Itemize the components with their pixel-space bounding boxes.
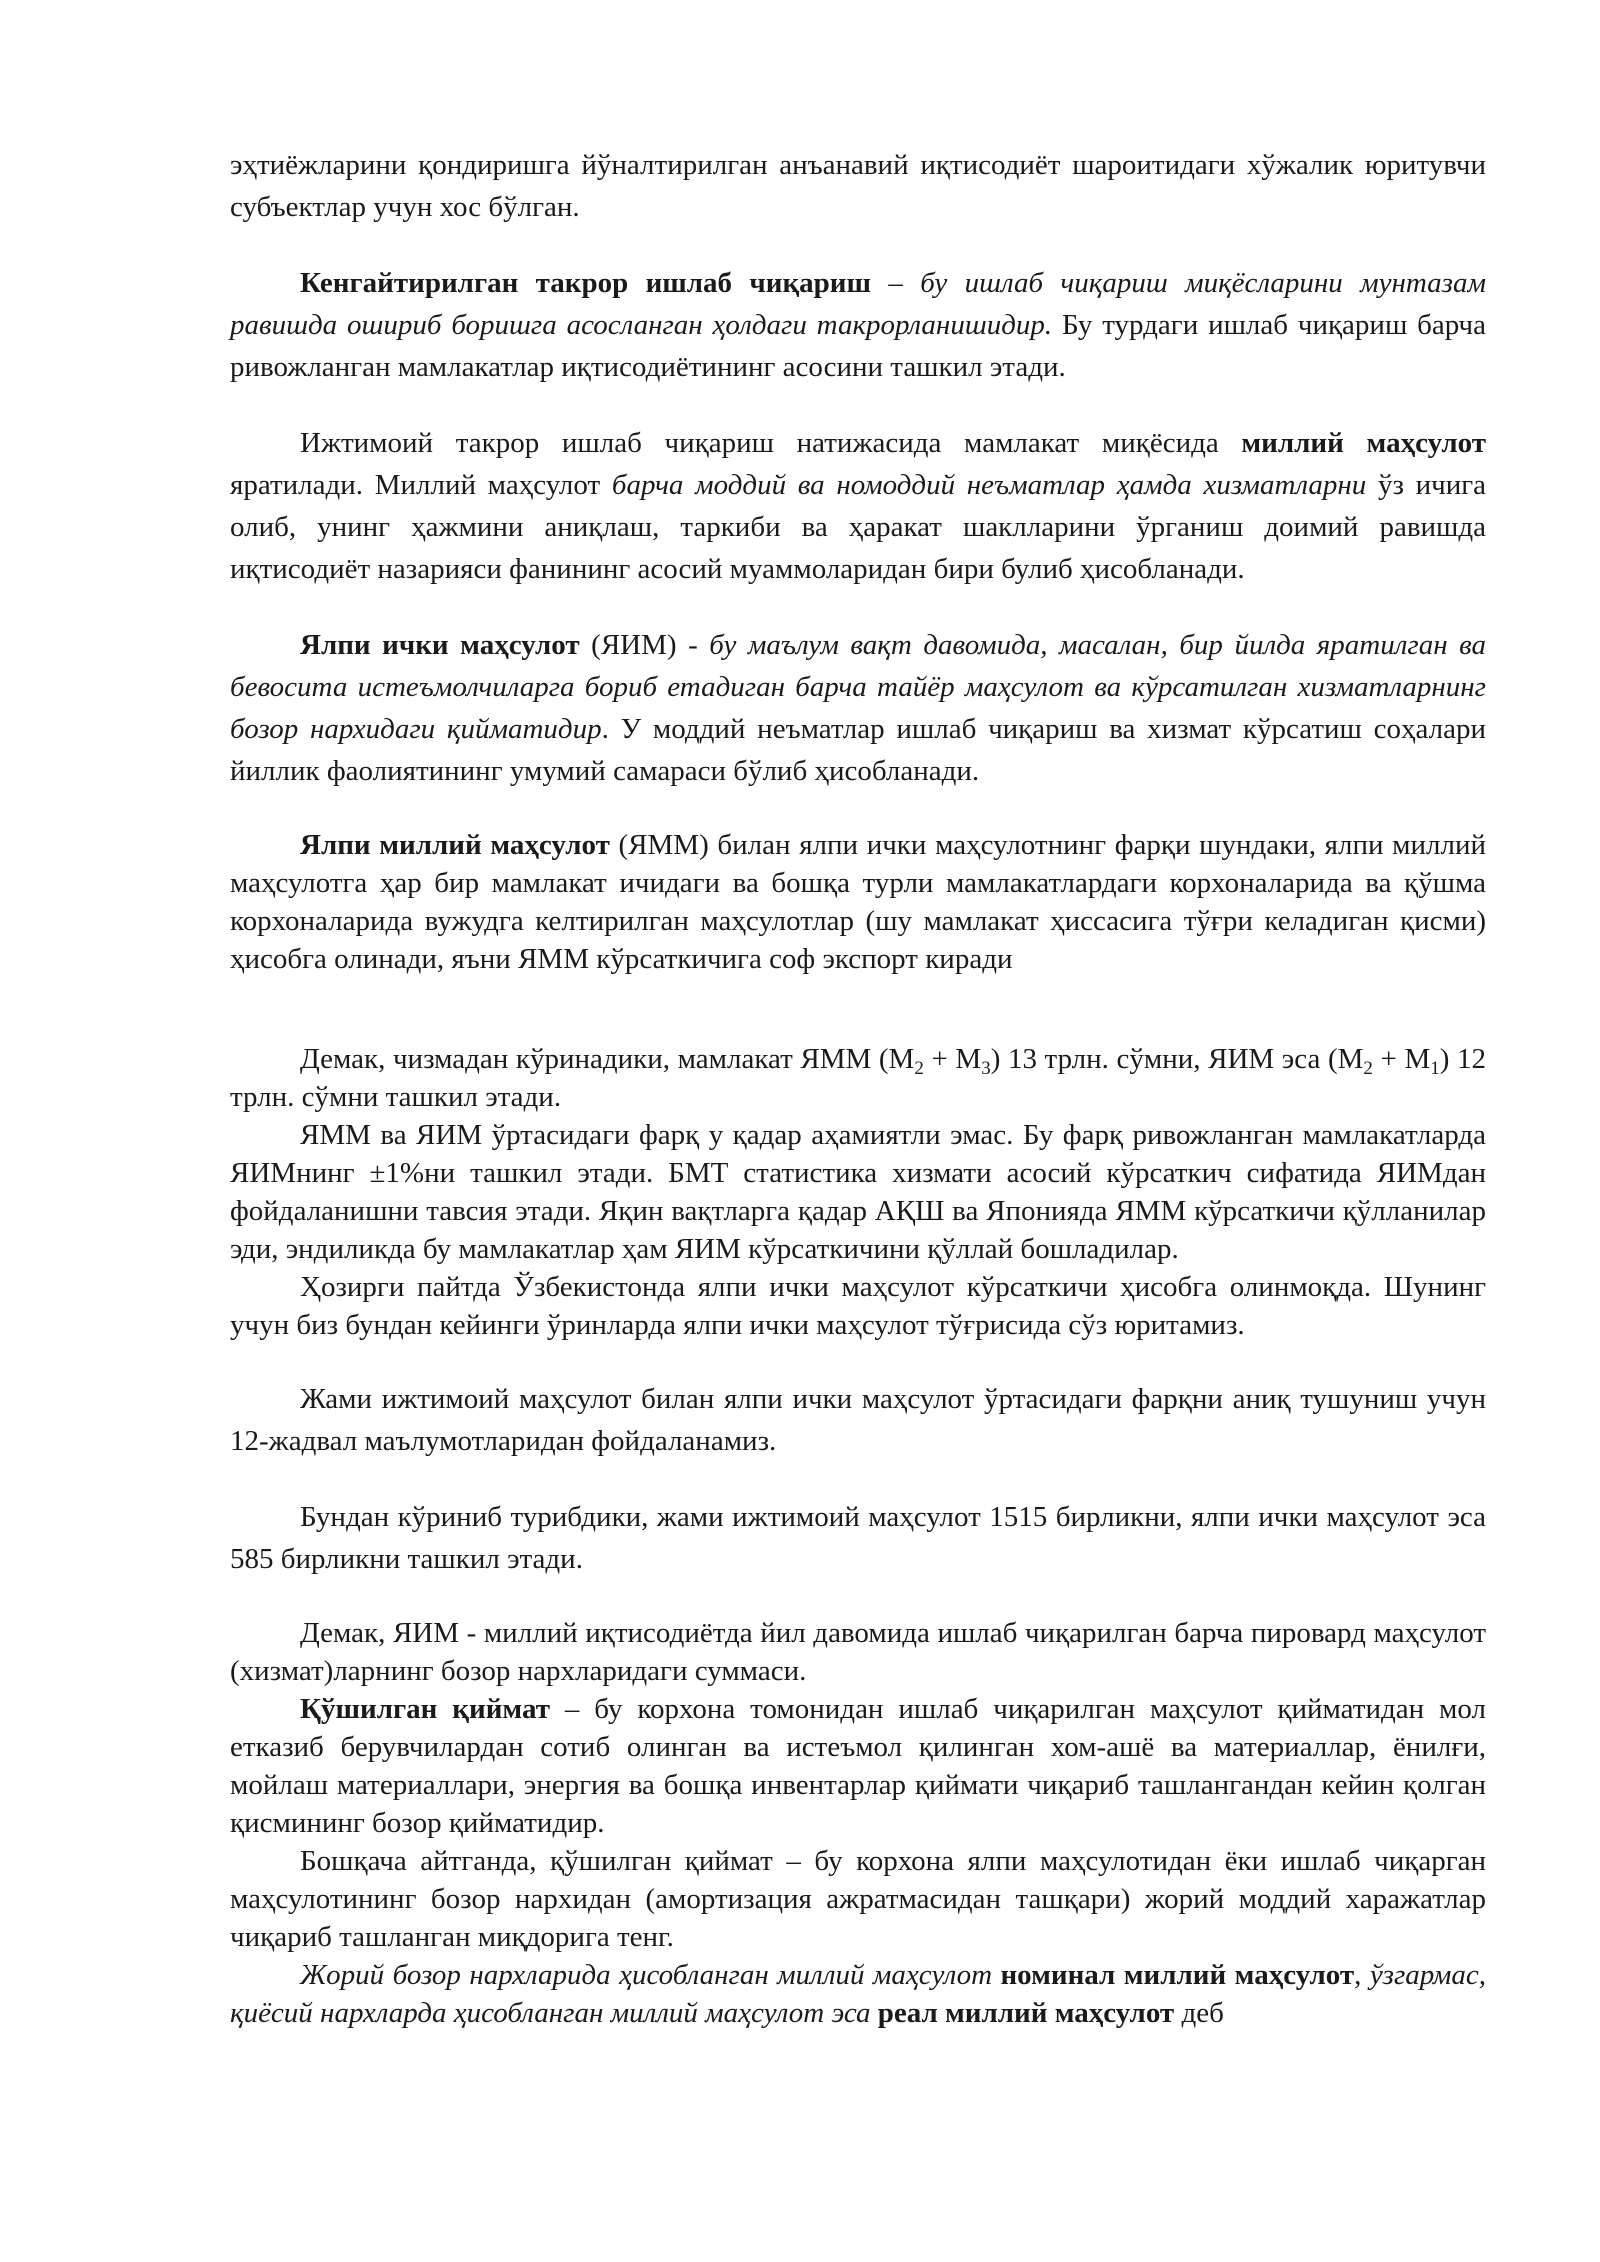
paragraph-text: эҳтиёжларини қондиришга йўналтирилган анъанавий иқтисодиёт шароитидаги хўжалик юритувчи субъектлар учун хос бўлган.: [230, 149, 1486, 223]
paragraph-text: Ижтимоий такрор ишлаб чиқариш натижасида мамлакат миқёсида: [300, 427, 1242, 459]
paragraph-text: – бу корхона томонидан ишлаб чиқарилган маҳсулот қийматидан мол етказиб берувчилардан сотиб олинган ва истеъмол қилинган хом-ашё ва материаллар, ёнилғи, мойлаш материаллари, энергия ва бошқа инвентарлар қиймати чиқариб ташлангандан кейин қолган қисмининг бозор қийматидир.: [230, 1693, 1486, 1839]
paragraph-8: [230, 1268, 1486, 1344]
paragraph-text: Бу турдаги ишлаб чиқариш барча ривожланган мамлакатлар иқтисодиётининг асосини ташкил этади.: [230, 309, 1486, 383]
paragraph-text: (ЯММ) билан ялпи ички маҳсулотнинг фарқи шундаки, ялпи миллий маҳсулотга ҳар бир мамлакат ичидаги ва бошқа турли мамлакатлардаги корхоналарида ва қўшма корхоналарида вужудга келтирилган маҳсулотлар (шу мамлакат ҳиссасига тўғри келадиган қисми) ҳисобга олинади, яъни ЯММ кўрсаткичига соф экспорт киради: [230, 829, 1486, 975]
term-bold: Ялпи ички маҳсулот: [300, 629, 580, 661]
paragraph-text: ЯММ ва ЯИМ ўртасидаги фарқ у қадар аҳамиятли эмас. Бу фарқ ривожланган мамлакатларда ЯИМнинг ±1%ни ташкил этади. БМТ статистика хизмати асосий кўрсаткич сифатида ЯИМдан фойдаланишни тавсия этади. Яқин вақтларга қадар АҚШ ва Японияда ЯММ кўрсаткичи қўлланилар эди, эндиликда бу мамлакатлар ҳам ЯИМ кўрсаткичини қўллай бошладилар.: [230, 1119, 1486, 1265]
subscript: 2: [914, 1058, 924, 1079]
paragraph-text: Бундан кўриниб турибдики, жами ижтимоий маҳсулот 1515 бирликни, ялпи ички маҳсулот эса 585 бирликни ташкил этади.: [230, 1501, 1486, 1575]
paragraph-7: [230, 1116, 1486, 1268]
paragraph-12: [230, 1690, 1486, 1842]
paragraph-4: [230, 624, 1486, 792]
paragraph-text: Бошқача айтганда, қўшилган қиймат – бу корхона ялпи маҳсулотидан ёки ишлаб чиқарган маҳсулотининг бозор нархидан (амортизация ажратмасидан ташқари) жорий моддий харажатлар чиқариб ташланган миқдорига тенг.: [230, 1845, 1486, 1953]
paragraph-2: [230, 262, 1486, 388]
term-bold: Ялпи миллий маҳсулот: [300, 829, 610, 861]
paragraph-text: Жами ижтимоий маҳсулот билан ялпи ички маҳсулот ўртасидаги фарқни аниқ тушуниш учун 12-жадвал маълумотларидан фойдаланамиз.: [230, 1383, 1486, 1457]
term-bold: Кенгайтирилган такрор ишлаб чиқариш: [300, 267, 871, 299]
definition-italic: ўзгармас, қиёсий нархларда ҳисобланган миллий маҳсулот эса: [230, 1959, 1486, 2029]
paragraph-text: ) 13 трлн. сўмни, ЯИМ эса (М: [990, 1043, 1364, 1075]
subscript: 2: [1363, 1058, 1373, 1079]
term-bold: номинал миллий маҳсулот: [992, 1959, 1355, 1991]
paragraph-14: [230, 1956, 1486, 2032]
term-bold: Қўшилган қиймат: [300, 1693, 550, 1725]
paragraph-text: ) 12 трлн. сўмни ташкил этади.: [230, 1043, 1486, 1113]
document-page: [230, 144, 1486, 2032]
paragraph-3: [230, 422, 1486, 590]
paragraph-text: + М: [1372, 1043, 1431, 1075]
paragraph-9: [230, 1378, 1486, 1462]
paragraph-5: [230, 826, 1486, 978]
paragraph-text: деб: [1174, 1997, 1224, 2029]
paragraph-13: [230, 1842, 1486, 1956]
paragraph-11: [230, 1614, 1486, 1690]
paragraph-text: ,: [1354, 1959, 1370, 1991]
term-bold: миллий маҳсулот: [1241, 427, 1486, 459]
paragraph-text: Демак, чизмадан кўринадики, мамлакат ЯММ (М: [300, 1043, 915, 1075]
paragraph-text: Демак, ЯИМ - миллий иқтисодиётда йил давомида ишлаб чиқарилган барча пировард маҳсулот (хизмат)ларнинг бозор нархларидаги суммаси.: [230, 1617, 1486, 1687]
definition-italic: бу ишлаб чиқариш миқёсларини мунтазам равишда ошириб боришга асосланган ҳолдаги такрорланишидир.: [230, 267, 1486, 341]
paragraph-text: Ҳозирги пайтда Ўзбекистонда ялпи ички маҳсулот кўрсаткичи ҳисобга олинмоқда. Шунинг учун биз бундан кейинги ўринларда ялпи ички маҳсулот тўғрисида сўз юритамиз.: [230, 1271, 1486, 1341]
term-bold: реал миллий маҳсулот: [870, 1997, 1175, 2029]
paragraph-text: –: [870, 267, 921, 299]
paragraph-text: яратилади. Миллий маҳсулот: [230, 469, 612, 501]
paragraph-text: (ЯИМ) -: [579, 629, 710, 661]
paragraph-text: + М: [923, 1043, 982, 1075]
paragraph-text: ўз ичига олиб, унинг ҳажмини аниқлаш, таркиби ва ҳаракат шаклларини ўрганиш доимий равишда иқтисодиёт назарияси фанининг асосий муаммоларидан бири булиб ҳисобланади.: [230, 469, 1487, 585]
paragraph-10: [230, 1496, 1486, 1580]
definition-italic: барча моддий ва номоддий неъматлар ҳамда хизматларни: [611, 469, 1367, 501]
subscript: 3: [981, 1058, 991, 1079]
paragraph-1: [230, 144, 1486, 228]
definition-italic: Жорий бозор нархларида ҳисобланган миллий маҳсулот: [300, 1959, 993, 1991]
subscript: 1: [1430, 1058, 1440, 1079]
definition-italic: бу маълум вақт давомида, масалан, бир йилда яратилган ва бевосита истеъмолчиларга бориб етадиган барча тайёр маҳсулот ва кўрсатилган хизматларнинг бозор нархидаги қийматидир: [230, 629, 1486, 745]
paragraph-6: [230, 1040, 1486, 1116]
paragraph-text: . У моддий неъматлар ишлаб чиқариш ва хизмат кўрсатиш соҳалари йиллик фаолиятининг умумий самараси бўлиб ҳисобланади.: [230, 713, 1486, 787]
